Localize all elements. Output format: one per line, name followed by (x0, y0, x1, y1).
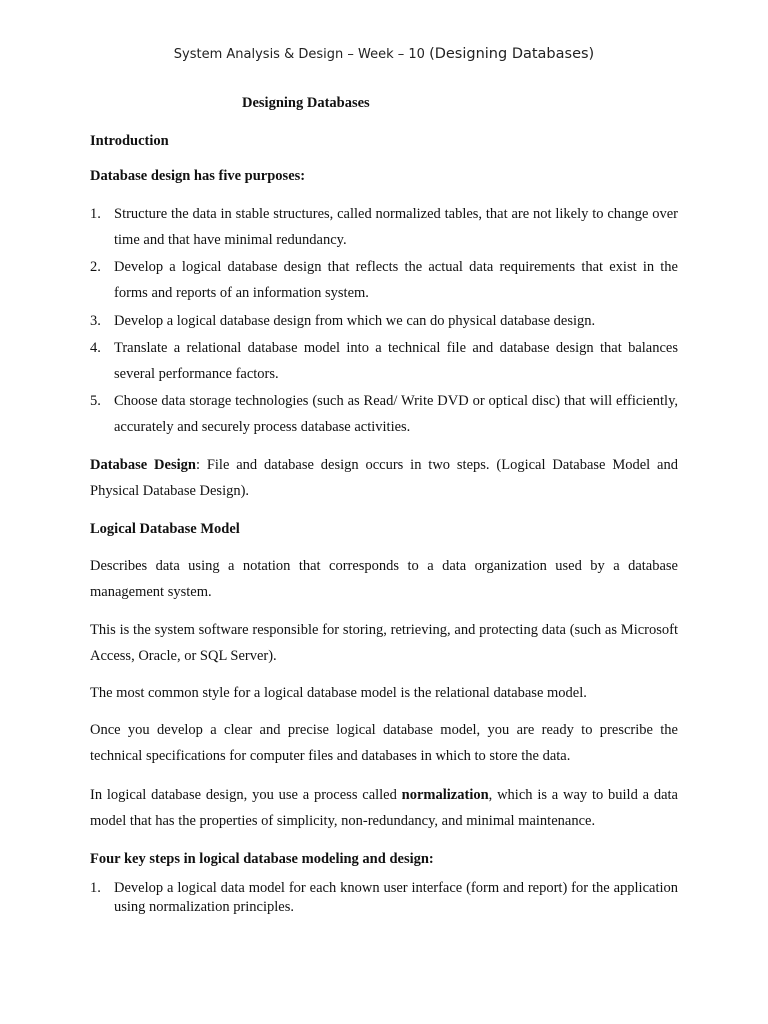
normalization-term: normalization (401, 787, 489, 803)
paragraph-common-style: The most common style for a logical database model is the relational database model. (90, 685, 587, 701)
purpose-text: Structure the data in stable structures, called normalized tables, that are not likely to change over time and that have minimal redundancy. (114, 206, 678, 248)
purpose-item-2 (90, 254, 678, 306)
purpose-text: Develop a logical database design that reflects the actual data requirements that exist in the forms and reports of an information system. (114, 259, 678, 301)
document-title: Designing Databases (242, 95, 370, 111)
step-item-1 (90, 879, 678, 917)
normalization-text-before: In logical database design, you use a process called (90, 787, 402, 803)
database-design-text: : File and database design occurs in two steps. (Logical Database Model and Physical Database Design). (90, 457, 678, 499)
step-text: Develop a logical data model for each known user interface (form and report) for the application using normalization principles. (114, 880, 678, 915)
purpose-text: Choose data storage technologies (such as Read/ Write DVD or optical disc) that will efficiently, accurately and securely process database activities. (114, 393, 678, 435)
running-header-text: System Analysis & Design – Week – 10 (173, 47, 430, 62)
running-header-paren: (Designing Databases) (429, 46, 595, 62)
five-purposes-heading: Database design has five purposes: (90, 168, 306, 184)
purpose-item-1 (90, 201, 678, 253)
four-steps-heading: Four key steps in logical database modeling and design: (90, 851, 434, 867)
normalization-text-after: , which is a way to build a data model that has the properties of simplicity, non-redundancy, and minimal maintenance. (90, 787, 678, 829)
paragraph-system-software: This is the system software responsible for storing, retrieving, and protecting data (such as Microsoft Access, Oracle, or SQL Server). (90, 622, 678, 664)
step-number: 1. (90, 880, 101, 896)
paragraph-describes-data: Describes data using a notation that corresponds to a data organization used by a database management system. (90, 558, 678, 600)
purpose-text: Develop a logical database design from which we can do physical database design. (114, 313, 596, 329)
purpose-number: 2. (90, 259, 101, 275)
purpose-number: 5. (90, 393, 101, 409)
database-design-label: Database Design (90, 457, 196, 473)
running-header (0, 46, 768, 62)
logical-model-heading: Logical Database Model (90, 521, 240, 537)
purpose-number: 1. (90, 206, 101, 222)
purpose-number: 4. (90, 340, 101, 356)
purpose-text: Translate a relational database model into a technical file and database design that balances several performance factors. (114, 340, 678, 382)
purpose-number: 3. (90, 313, 101, 329)
database-design-paragraph (90, 452, 678, 504)
purpose-item-4 (90, 335, 678, 387)
purpose-item-5 (90, 388, 678, 440)
introduction-heading: Introduction (90, 133, 169, 149)
paragraph-once-you-develop: Once you develop a clear and precise logical database model, you are ready to prescribe the technical specifications for computer files and databases in which to store the data. (90, 722, 678, 764)
paragraph-normalization (90, 782, 678, 834)
purpose-item-3 (90, 308, 678, 334)
